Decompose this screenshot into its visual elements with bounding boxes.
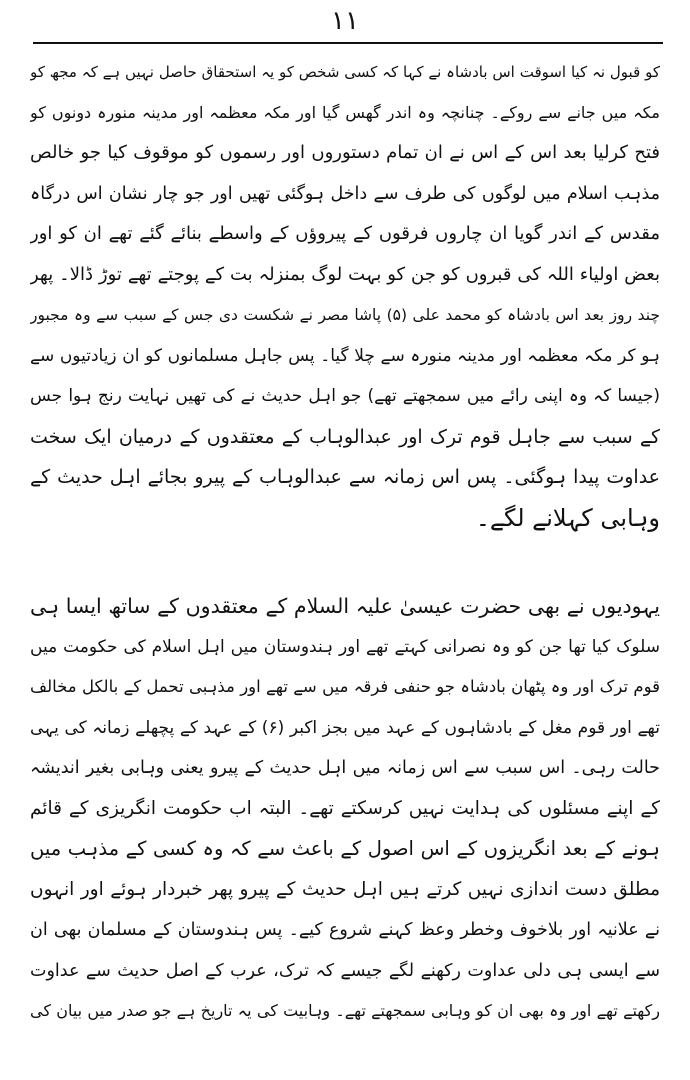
text-line: مذہب اسلام میں لوگوں کی طرف سے داخل ہوگئی تھیں اور جو چار نشان اس درگاہ: [30, 183, 660, 204]
text-line: ہو کر مکہ معظمہ اور مدینہ منورہ سے چلا گیا۔ پس جاہل مسلمانوں کو ان زیادتیوں سے: [30, 345, 660, 366]
text-line: حالت رہی۔ اس سبب سے اس زمانہ میں اہل حدیث کے پیرو یعنی وہابی بغیر اندیشہ: [30, 758, 660, 778]
text-line: نے علانیہ اور بلاخوف وخطر وعظ کہنے شروع کیے۔ پس ہندوستان کے مسلمان بھی ان: [30, 920, 660, 940]
text-line: مقدس کے اندر گویا ان چاروں فرقوں کے پیروؤں کے واسطے بنائے گئے تھے ان کو اور: [30, 223, 660, 244]
text-line: سے ایسی ہی دلی عداوت رکھنے لگے جیسے کہ ترک، عرب کے اصل حدیث سے عداوت: [30, 960, 660, 981]
text-line: عداوت پیدا ہوگئی۔ پس اس زمانہ سے عبدالوہاب کے پیرو بجائے اہل حدیث کے: [30, 466, 660, 488]
text-line: فتح کرلیا بعد اس کے اس نے ان تمام دستوروں اور رسموں کو موقوف کیا جو خالص: [30, 142, 660, 163]
text-line: کے سبب سے جاہل قوم ترک اور عبدالوہاب کے معتقدوں کے درمیان ایک سخت: [30, 425, 660, 448]
text-line: (جیسا کہ وہ اپنی رائے میں سمجھتے تھے) جو اہل حدیث نے کی تھیں نہایت رنج ہوا جس: [30, 386, 660, 406]
text-line: تھے اور قوم مغل کے بادشاہوں کے عہد میں بجز اکبر (۶) کے عہد کے پچھلے زمانہ کی یہی: [30, 717, 660, 738]
text-line: قوم ترک اور وہ پٹھان بادشاہ جو حنفی فرقہ میں سے تھے اور مذہبی تحمل کے بالکل مخالف: [30, 677, 660, 696]
text-line: کو قبول نہ کیا اسوقت اس بادشاہ نے کہا کہ کسی شخص کو یہ استحقاق حاصل نہیں ہے کہ مجھ کو: [30, 63, 660, 81]
text-line: مطلق دست اندازی نہیں کرتے ہیں اہل حدیث کے پیرو پھر خبردار ہوئے اور انہوں: [30, 878, 660, 900]
text-line: ہونے کے بعد انگریزوں کے اس اصول کے باعث سے کہ وہ کسی کے مذہب میں: [30, 837, 660, 860]
text-line: چند روز بعد اس بادشاہ کو محمد علی (۵) پاشا مصر نے شکست دی جس کے سبب سے وہ مجبور: [30, 306, 660, 324]
text-line: یہودیوں نے بھی حضرت عیسیٰ علیہ السلام کے معتقدوں کے ساتھ ایسا ہی: [30, 594, 660, 618]
text-line: مکہ میں جانے سے روکے۔ چنانچہ وہ اندر گھس گیا اور مکہ معظمہ اور مدینہ منورہ دونوں کو: [30, 102, 660, 122]
text-line: سلوک کیا تھا جن کو وہ نصرانی کہتے تھے اور ہندوستان میں اہل اسلام کی حکومت میں: [30, 636, 660, 657]
text-line: رکھتے تھے اور وہ بھی ان کو وہابی سمجھتے تھے۔ وہابیت کی یہ تاریخ ہے جو صدر میں بیان کی: [30, 1001, 660, 1020]
text-line: کے اپنے مسئلوں کی ہدایت نہیں کرسکتے تھے۔ البتہ اب حکومت انگریزی کے قائم: [30, 797, 660, 819]
header-rule: [33, 42, 663, 44]
paragraph-1: [30, 52, 660, 538]
text-line: وہابی کہلانے لگے۔: [475, 503, 660, 532]
paragraph-2: [30, 586, 660, 1032]
page-number: ۱۱: [331, 6, 359, 36]
text-line: بعض اولیاء اللہ کی قبروں کو جن کو بہت لوگ بمنزلہ بت کے پوجتے تھے توڑ ڈالا۔ پھر: [30, 263, 660, 285]
